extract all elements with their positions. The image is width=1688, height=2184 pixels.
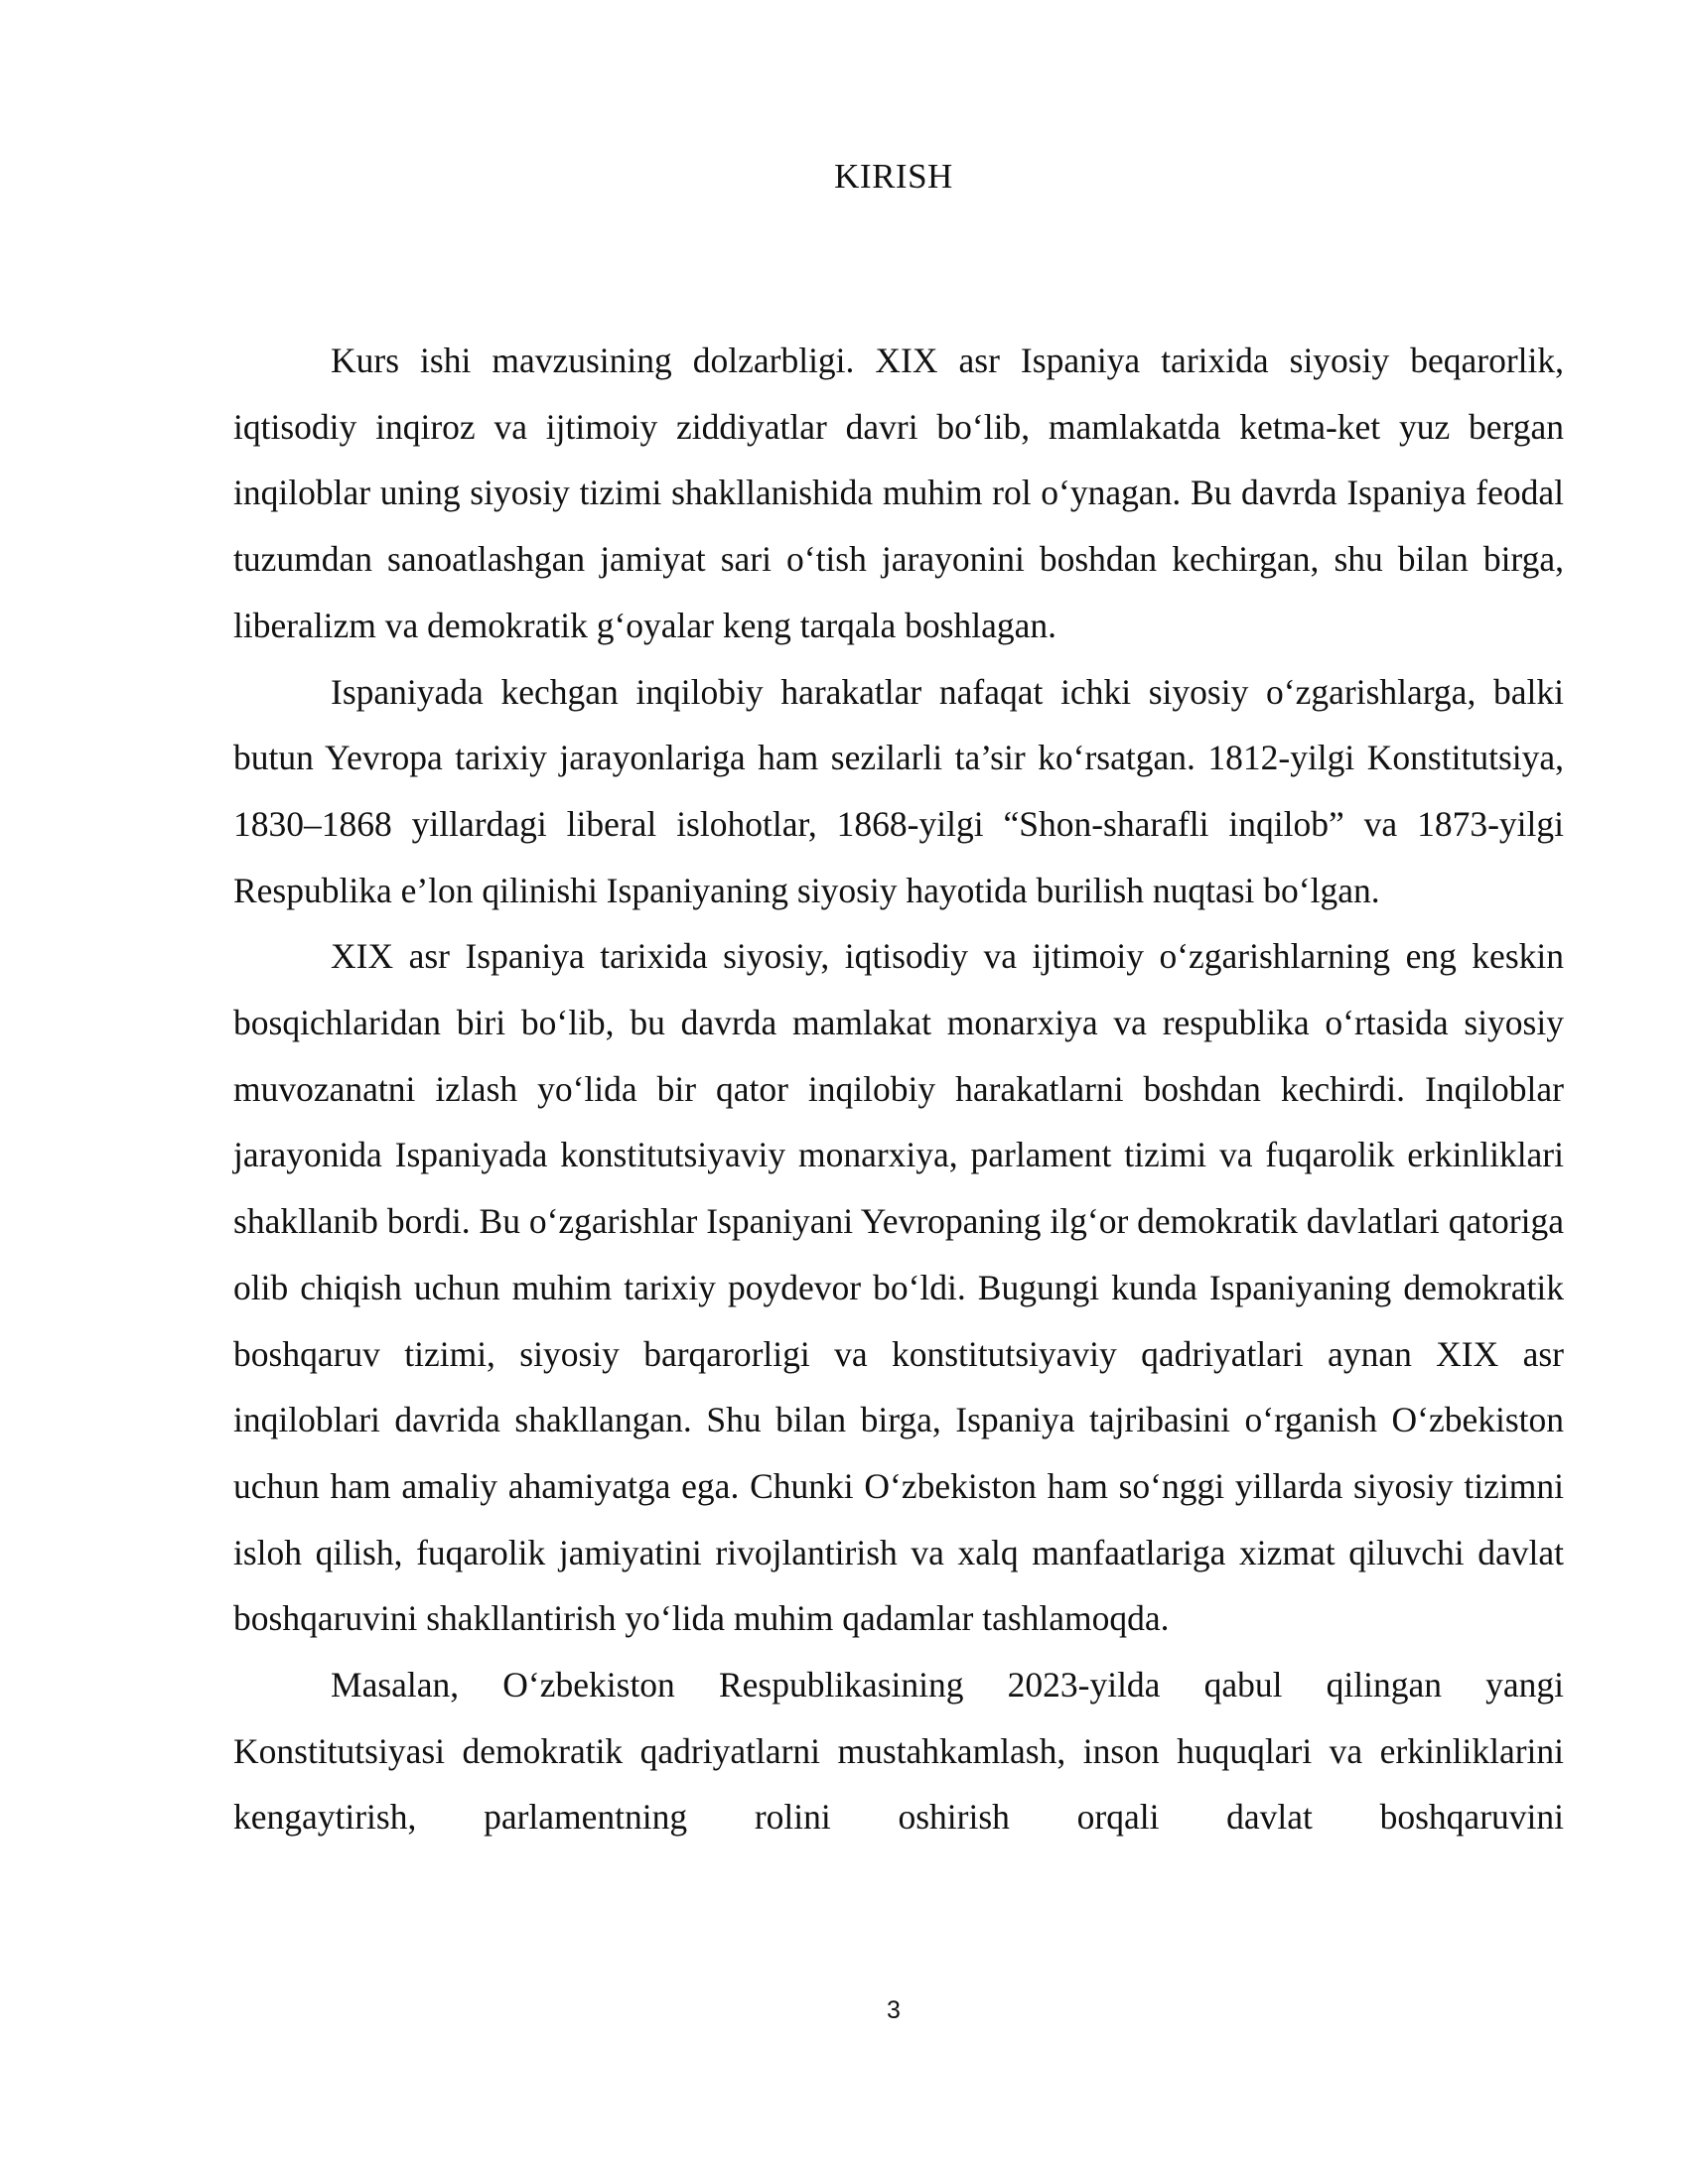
section-heading: KIRISH bbox=[834, 157, 953, 196]
paragraph-nineteenth-century: XIX asr Ispaniya tarixida siyosiy, iqtisodiy va ijtimoiy o‘zgarishlarning eng keskin bosqichlaridan biri bo‘lib, bu davrda mamlakat monarxiya va respublika o‘rtasida siyosiy muvozanatni izlash yo‘lida bir qator inqilobiy harakatlarni boshdan kechirdi. Inqiloblar jarayonida Ispaniyada konstitutsiyaviy monarxiya, parlament tizimi va fuqarolik erkinliklari shakllanib bordi. Bu o‘zgarishlar Ispaniyani Yevropaning ilg‘or demokratik davlatlari qatoriga olib chiqish uchun muhim tarixiy poydevor bo‘ldi. Bugungi kunda Ispaniyaning demokratik boshqaruv tizimi, siyosiy barqarorligi va konstitutsiyaviy qadriyatlari aynan XIX asr inqiloblari davrida shakllangan. Shu bilan birga, Ispaniya tajribasini o‘rganish O‘zbekiston uchun ham amaliy ahamiyatga ega. Chunki O‘zbekiston ham so‘nggi yillarda siyosiy tizimni isloh qilish, fuqarolik jamiyatini rivojlantirish va xalq manfaatlariga xizmat qiluvchi davlat boshqaruvini shakllantirish yo‘lida muhim qadamlar tashlamoqda. bbox=[233, 936, 1564, 1639]
page-number: 3 bbox=[887, 1996, 901, 2024]
paragraph-revolutionary-movements: Ispaniyada kechgan inqilobiy harakatlar nafaqat ichki siyosiy o‘zgarishlarga, balki butun Yevropa tarixiy jarayonlariga ham sezilarli ta’sir ko‘rsatgan. 1812-yilgi Konstitutsiya, 1830–1868 yillardagi liberal islohotlar, 1868-yilgi “Shon-sharafli inqilob” va 1873-yilgi Respublika e’lon qilinishi Ispaniyaning siyosiy hayotida burilish nuqtasi bo‘lgan. bbox=[233, 671, 1564, 910]
paragraph-uzbekistan-constitution: Masalan, O‘zbekiston Respublikasining 2023-yilda qabul qilingan yangi Konstitutsiyasi demokratik qadriyatlarni mustahkamlash, inson huquqlari va erkinliklarini kengaytirish, parlamentning rolini oshirish orqali davlat boshqaruvini bbox=[233, 1665, 1564, 1838]
body-text bbox=[233, 328, 1564, 1850]
paragraph-relevance: Kurs ishi mavzusining dolzarbligi. XIX asr Ispaniya tarixida siyosiy beqarorlik, iqtisodiy inqiroz va ijtimoiy ziddiyatlar davri bo‘lib, mamlakatda ketma-ket yuz bergan inqiloblar uning siyosiy tizimi shakllanishida muhim rol o‘ynagan. Bu davrda Ispaniya feodal tuzumdan sanoatlashgan jamiyat sari o‘tish jarayonini boshdan kechirgan, shu bilan birga, liberalizm va demokratik g‘oyalar keng tarqala boshlagan. bbox=[233, 341, 1564, 645]
